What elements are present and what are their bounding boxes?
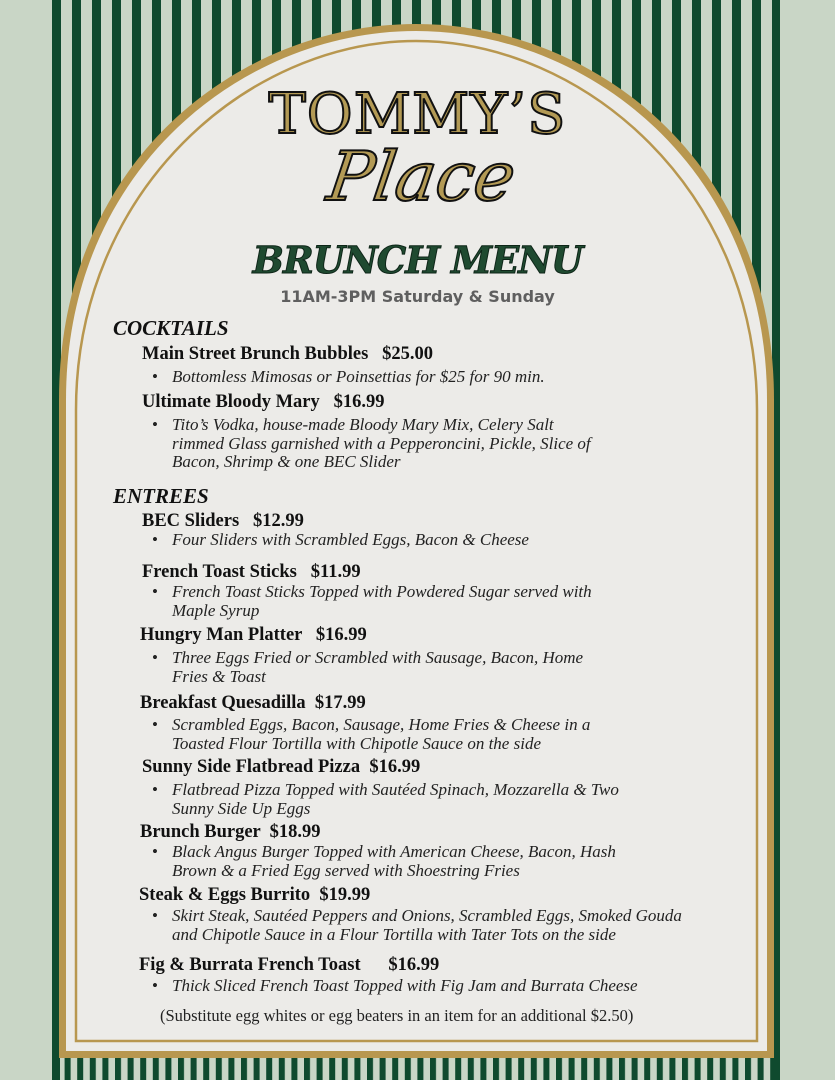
- section-title-cocktails: COCKTAILS: [113, 316, 229, 340]
- menu-item-title: Ultimate Bloody Mary $16.99: [142, 392, 385, 412]
- description-line: Toasted Flour Tortilla with Chipotle Sauce on the side: [172, 733, 541, 753]
- menu-item-title: Breakfast Quesadilla $17.99: [140, 693, 366, 713]
- substitution-note: (Substitute egg whites or egg beaters in an item for an additional $2.50): [160, 1006, 634, 1025]
- menu-item-description: [152, 906, 682, 944]
- description-line: French Toast Sticks Topped with Powdered Sugar served with: [172, 582, 592, 601]
- bullet-icon: •: [152, 780, 158, 799]
- description-line: Maple Syrup: [172, 600, 260, 620]
- menu-item-title: French Toast Sticks $11.99: [142, 562, 361, 582]
- menu-item-description: [152, 715, 591, 753]
- restaurant-name-line1: TOMMY’S: [268, 82, 567, 147]
- menu-item-title: Hungry Man Platter $16.99: [140, 625, 367, 645]
- description-line: Black Angus Burger Topped with American Cheese, Bacon, Hash: [172, 842, 616, 861]
- restaurant-name-line2: Place: [322, 138, 521, 217]
- description-line: Bacon, Shrimp & one BEC Slider: [172, 452, 401, 471]
- description-line: Skirt Steak, Sautéed Peppers and Onions, Scrambled Eggs, Smoked Gouda: [172, 906, 682, 925]
- bullet-icon: •: [152, 715, 158, 734]
- menu-item-description: [152, 976, 638, 996]
- menu-item-description: [152, 842, 616, 880]
- menu-item-title: Sunny Side Flatbread Pizza $16.99: [142, 757, 421, 777]
- description-line: Thick Sliced French Toast Topped with Fig Jam and Burrata Cheese: [172, 976, 638, 995]
- description-line: Sunny Side Up Eggs: [172, 798, 311, 818]
- bullet-icon: •: [152, 906, 158, 925]
- menu-item-description: [152, 780, 619, 818]
- bullet-icon: •: [152, 648, 158, 667]
- menu-item-title: Brunch Burger $18.99: [140, 822, 321, 842]
- menu-item-title: Steak & Eggs Burrito $19.99: [139, 885, 371, 905]
- menu-item-description: [152, 367, 545, 387]
- menu-item-title: Fig & Burrata French Toast $16.99: [139, 955, 440, 975]
- description-line: Three Eggs Fried or Scrambled with Sausage, Bacon, Home: [172, 648, 584, 667]
- menu-item-description: [152, 530, 529, 550]
- description-line: Flatbread Pizza Topped with Sautéed Spinach, Mozzarella & Two: [172, 780, 619, 799]
- description-line: Brown & a Fried Egg served with Shoestring Fries: [172, 860, 520, 880]
- bullet-icon: •: [152, 530, 158, 549]
- menu-item-description: [152, 415, 591, 472]
- description-line: Tito’s Vodka, house-made Bloody Mary Mix, Celery Salt: [172, 415, 554, 434]
- bullet-icon: •: [152, 415, 158, 434]
- menu-item-description: [152, 582, 592, 620]
- description-line: Scrambled Eggs, Bacon, Sausage, Home Fries & Cheese in a: [172, 715, 591, 734]
- bullet-icon: •: [152, 842, 158, 861]
- menu-item-title: Main Street Brunch Bubbles $25.00: [142, 344, 434, 364]
- service-hours: 11AM-3PM Saturday & Sunday: [280, 287, 555, 306]
- section-title-entrees: ENTREES: [113, 484, 209, 508]
- menu-item-description: [152, 648, 584, 686]
- description-line: Fries & Toast: [172, 666, 266, 686]
- description-line: Bottomless Mimosas or Poinsettias for $25 for 90 min.: [172, 367, 545, 386]
- description-line: and Chipotle Sauce in a Flour Tortilla with Tater Tots on the side: [172, 924, 616, 944]
- bullet-icon: •: [152, 976, 158, 995]
- bullet-icon: •: [152, 582, 158, 601]
- bullet-icon: •: [152, 367, 158, 386]
- description-line: rimmed Glass garnished with a Pepperoncini, Pickle, Slice of: [172, 433, 591, 453]
- menu-item-title: BEC Sliders $12.99: [142, 511, 304, 531]
- description-line: Four Sliders with Scrambled Eggs, Bacon & Cheese: [172, 530, 529, 549]
- menu-title: BRUNCH MENU: [252, 238, 583, 282]
